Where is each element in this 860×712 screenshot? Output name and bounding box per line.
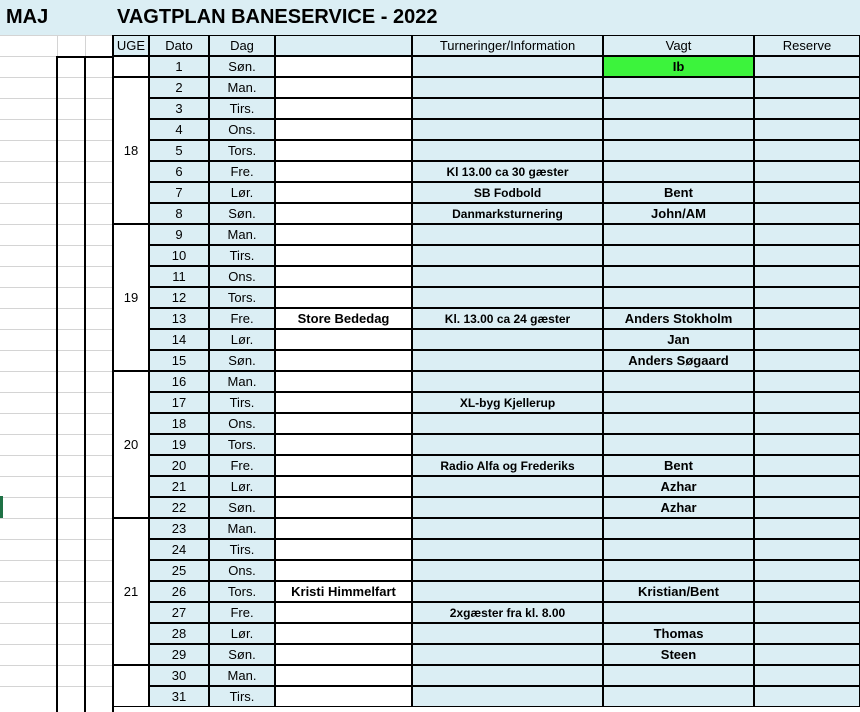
- info-cell[interactable]: Kl. 13.00 ca 24 gæster: [412, 308, 603, 329]
- duty-cell[interactable]: Bent: [603, 182, 754, 203]
- reserve-cell[interactable]: [754, 203, 860, 224]
- day-cell[interactable]: Tirs.: [209, 392, 275, 413]
- horizontal-border: [56, 56, 114, 58]
- reserve-cell[interactable]: [754, 161, 860, 182]
- date-cell[interactable]: 14: [149, 329, 209, 350]
- note-cell[interactable]: [275, 266, 412, 287]
- gridline: [85, 35, 86, 56]
- info-cell[interactable]: [412, 518, 603, 539]
- date-cell[interactable]: 4: [149, 119, 209, 140]
- day-cell[interactable]: Tirs.: [209, 245, 275, 266]
- duty-cell[interactable]: Thomas: [603, 623, 754, 644]
- day-cell[interactable]: Tors.: [209, 434, 275, 455]
- note-cell[interactable]: [275, 686, 412, 707]
- date-cell[interactable]: 1: [149, 56, 209, 77]
- info-cell[interactable]: [412, 266, 603, 287]
- week-number-cell[interactable]: [113, 665, 149, 707]
- note-cell[interactable]: [275, 560, 412, 581]
- duty-cell[interactable]: [603, 287, 754, 308]
- reserve-cell[interactable]: [754, 476, 860, 497]
- date-cell[interactable]: 30: [149, 665, 209, 686]
- reserve-cell[interactable]: [754, 308, 860, 329]
- reserve-cell[interactable]: [754, 224, 860, 245]
- reserve-cell[interactable]: [754, 623, 860, 644]
- reserve-cell[interactable]: [754, 350, 860, 371]
- date-cell[interactable]: 15: [149, 350, 209, 371]
- note-cell[interactable]: [275, 623, 412, 644]
- date-cell[interactable]: 18: [149, 413, 209, 434]
- note-cell[interactable]: [275, 455, 412, 476]
- reserve-cell[interactable]: [754, 182, 860, 203]
- date-cell[interactable]: 28: [149, 623, 209, 644]
- note-cell[interactable]: [275, 182, 412, 203]
- week-number-cell[interactable]: 18: [113, 77, 149, 224]
- date-cell[interactable]: 24: [149, 539, 209, 560]
- info-cell[interactable]: [412, 497, 603, 518]
- duty-cell[interactable]: [603, 266, 754, 287]
- note-cell[interactable]: [275, 476, 412, 497]
- day-cell[interactable]: Man.: [209, 224, 275, 245]
- day-cell[interactable]: Ons.: [209, 266, 275, 287]
- date-cell[interactable]: 6: [149, 161, 209, 182]
- duty-cell[interactable]: [603, 119, 754, 140]
- day-cell[interactable]: Fre.: [209, 455, 275, 476]
- info-cell[interactable]: [412, 560, 603, 581]
- date-cell[interactable]: 21: [149, 476, 209, 497]
- date-cell[interactable]: 8: [149, 203, 209, 224]
- date-cell[interactable]: 31: [149, 686, 209, 707]
- info-cell[interactable]: [412, 329, 603, 350]
- vertical-border: [56, 56, 58, 712]
- note-cell[interactable]: [275, 665, 412, 686]
- info-cell[interactable]: [412, 371, 603, 392]
- note-cell[interactable]: [275, 602, 412, 623]
- duty-cell[interactable]: Steen: [603, 644, 754, 665]
- duty-cell[interactable]: [603, 539, 754, 560]
- date-cell[interactable]: 13: [149, 308, 209, 329]
- reserve-cell[interactable]: [754, 119, 860, 140]
- duty-cell[interactable]: [603, 602, 754, 623]
- info-cell[interactable]: [412, 350, 603, 371]
- duty-cell[interactable]: Azhar: [603, 497, 754, 518]
- day-cell[interactable]: Lør.: [209, 476, 275, 497]
- info-cell[interactable]: [412, 98, 603, 119]
- info-cell[interactable]: [412, 434, 603, 455]
- reserve-cell[interactable]: [754, 98, 860, 119]
- date-cell[interactable]: 23: [149, 518, 209, 539]
- day-cell[interactable]: Man.: [209, 371, 275, 392]
- day-cell[interactable]: Man.: [209, 77, 275, 98]
- reserve-cell[interactable]: [754, 413, 860, 434]
- date-cell[interactable]: 2: [149, 77, 209, 98]
- date-cell[interactable]: 7: [149, 182, 209, 203]
- info-cell[interactable]: [412, 56, 603, 77]
- day-cell[interactable]: Ons.: [209, 560, 275, 581]
- reserve-cell[interactable]: [754, 560, 860, 581]
- day-cell[interactable]: Fre.: [209, 308, 275, 329]
- day-cell[interactable]: Fre.: [209, 602, 275, 623]
- note-cell[interactable]: [275, 77, 412, 98]
- date-cell[interactable]: 25: [149, 560, 209, 581]
- info-cell[interactable]: 2xgæster fra kl. 8.00: [412, 602, 603, 623]
- duty-cell[interactable]: Jan: [603, 329, 754, 350]
- info-cell[interactable]: Kl 13.00 ca 30 gæster: [412, 161, 603, 182]
- day-cell[interactable]: Ons.: [209, 119, 275, 140]
- duty-cell[interactable]: [603, 392, 754, 413]
- vertical-border: [112, 56, 114, 712]
- info-cell[interactable]: [412, 245, 603, 266]
- date-cell[interactable]: 3: [149, 98, 209, 119]
- vertical-border: [112, 35, 113, 56]
- duty-cell[interactable]: [603, 77, 754, 98]
- day-cell[interactable]: Lør.: [209, 182, 275, 203]
- date-cell[interactable]: 5: [149, 140, 209, 161]
- duty-cell[interactable]: [603, 140, 754, 161]
- col-header-week[interactable]: UGE: [113, 35, 149, 56]
- note-cell[interactable]: [275, 350, 412, 371]
- day-cell[interactable]: Tirs.: [209, 686, 275, 707]
- date-cell[interactable]: 16: [149, 371, 209, 392]
- duty-cell[interactable]: [603, 686, 754, 707]
- duty-cell[interactable]: [603, 224, 754, 245]
- reserve-cell[interactable]: [754, 245, 860, 266]
- duty-cell[interactable]: Azhar: [603, 476, 754, 497]
- note-cell[interactable]: [275, 245, 412, 266]
- day-cell[interactable]: Tors.: [209, 287, 275, 308]
- note-cell[interactable]: [275, 497, 412, 518]
- reserve-cell[interactable]: [754, 455, 860, 476]
- duty-cell[interactable]: [603, 161, 754, 182]
- reserve-cell[interactable]: [754, 539, 860, 560]
- info-cell[interactable]: Radio Alfa og Frederiks: [412, 455, 603, 476]
- info-cell[interactable]: [412, 119, 603, 140]
- duty-cell[interactable]: Kristian/Bent: [603, 581, 754, 602]
- week-number-cell[interactable]: 19: [113, 224, 149, 371]
- info-cell[interactable]: [412, 623, 603, 644]
- col-header-date[interactable]: Dato: [149, 35, 209, 56]
- note-cell[interactable]: [275, 539, 412, 560]
- reserve-cell[interactable]: [754, 686, 860, 707]
- duty-cell[interactable]: [603, 371, 754, 392]
- day-cell[interactable]: Man.: [209, 518, 275, 539]
- reserve-cell[interactable]: [754, 329, 860, 350]
- day-cell[interactable]: Man.: [209, 665, 275, 686]
- col-header-reserve[interactable]: Reserve: [754, 35, 860, 56]
- day-cell[interactable]: Tirs.: [209, 539, 275, 560]
- day-cell[interactable]: Søn.: [209, 56, 275, 77]
- reserve-cell[interactable]: [754, 371, 860, 392]
- gridline: [57, 35, 58, 56]
- duty-cell[interactable]: [603, 434, 754, 455]
- duty-cell[interactable]: Bent: [603, 455, 754, 476]
- date-cell[interactable]: 10: [149, 245, 209, 266]
- note-cell[interactable]: [275, 140, 412, 161]
- date-cell[interactable]: 19: [149, 434, 209, 455]
- info-cell[interactable]: Danmarksturnering: [412, 203, 603, 224]
- duty-cell[interactable]: Ib: [603, 56, 754, 77]
- selection-marker: [0, 496, 3, 518]
- info-cell[interactable]: [412, 224, 603, 245]
- reserve-cell[interactable]: [754, 56, 860, 77]
- reserve-cell[interactable]: [754, 140, 860, 161]
- info-cell[interactable]: [412, 644, 603, 665]
- day-cell[interactable]: Tors.: [209, 581, 275, 602]
- duty-cell[interactable]: Anders Stokholm: [603, 308, 754, 329]
- date-cell[interactable]: 11: [149, 266, 209, 287]
- note-cell[interactable]: Kristi Himmelfart: [275, 581, 412, 602]
- col-header-day[interactable]: Dag: [209, 35, 275, 56]
- info-cell[interactable]: [412, 665, 603, 686]
- week-number-cell[interactable]: [113, 56, 149, 77]
- note-cell[interactable]: [275, 56, 412, 77]
- info-cell[interactable]: [412, 581, 603, 602]
- note-cell[interactable]: Store Bededag: [275, 308, 412, 329]
- note-cell[interactable]: [275, 392, 412, 413]
- date-cell[interactable]: 22: [149, 497, 209, 518]
- duty-cell[interactable]: John/AM: [603, 203, 754, 224]
- note-cell[interactable]: [275, 98, 412, 119]
- month-label: MAJ: [6, 5, 49, 28]
- info-cell[interactable]: [412, 686, 603, 707]
- info-cell[interactable]: [412, 413, 603, 434]
- week-number-cell[interactable]: 21: [113, 518, 149, 665]
- col-header-duty[interactable]: Vagt: [603, 35, 754, 56]
- day-cell[interactable]: Søn.: [209, 497, 275, 518]
- col-header-info[interactable]: Turneringer/Information: [412, 35, 603, 56]
- duty-cell[interactable]: [603, 98, 754, 119]
- page-title: VAGTPLAN BANESERVICE - 2022: [117, 5, 438, 28]
- info-cell[interactable]: [412, 77, 603, 98]
- note-cell[interactable]: [275, 287, 412, 308]
- note-cell[interactable]: [275, 434, 412, 455]
- vertical-border: [84, 56, 86, 712]
- date-cell[interactable]: 9: [149, 224, 209, 245]
- day-cell[interactable]: Søn.: [209, 644, 275, 665]
- info-cell[interactable]: [412, 539, 603, 560]
- day-cell[interactable]: Fre.: [209, 161, 275, 182]
- duty-cell[interactable]: [603, 665, 754, 686]
- info-cell[interactable]: [412, 140, 603, 161]
- info-cell[interactable]: [412, 287, 603, 308]
- col-header-note[interactable]: [275, 35, 412, 56]
- day-cell[interactable]: Søn.: [209, 203, 275, 224]
- reserve-cell[interactable]: [754, 665, 860, 686]
- week-number-cell[interactable]: 20: [113, 371, 149, 518]
- note-cell[interactable]: [275, 518, 412, 539]
- date-cell[interactable]: 27: [149, 602, 209, 623]
- duty-cell[interactable]: [603, 518, 754, 539]
- reserve-cell[interactable]: [754, 602, 860, 623]
- date-cell[interactable]: 17: [149, 392, 209, 413]
- reserve-cell[interactable]: [754, 581, 860, 602]
- duty-cell[interactable]: [603, 245, 754, 266]
- day-cell[interactable]: Lør.: [209, 623, 275, 644]
- note-cell[interactable]: [275, 413, 412, 434]
- date-cell[interactable]: 26: [149, 581, 209, 602]
- note-cell[interactable]: [275, 644, 412, 665]
- reserve-cell[interactable]: [754, 518, 860, 539]
- reserve-cell[interactable]: [754, 644, 860, 665]
- date-cell[interactable]: 12: [149, 287, 209, 308]
- info-cell[interactable]: [412, 476, 603, 497]
- day-cell[interactable]: Lør.: [209, 329, 275, 350]
- date-cell[interactable]: 20: [149, 455, 209, 476]
- day-cell[interactable]: Søn.: [209, 350, 275, 371]
- reserve-cell[interactable]: [754, 392, 860, 413]
- day-cell[interactable]: Tirs.: [209, 98, 275, 119]
- day-cell[interactable]: Tors.: [209, 140, 275, 161]
- note-cell[interactable]: [275, 161, 412, 182]
- duty-cell[interactable]: Anders Søgaard: [603, 350, 754, 371]
- duty-cell[interactable]: [603, 560, 754, 581]
- note-cell[interactable]: [275, 329, 412, 350]
- note-cell[interactable]: [275, 119, 412, 140]
- reserve-cell[interactable]: [754, 287, 860, 308]
- note-cell[interactable]: [275, 203, 412, 224]
- reserve-cell[interactable]: [754, 266, 860, 287]
- date-cell[interactable]: 29: [149, 644, 209, 665]
- note-cell[interactable]: [275, 224, 412, 245]
- duty-cell[interactable]: [603, 413, 754, 434]
- day-cell[interactable]: Ons.: [209, 413, 275, 434]
- reserve-cell[interactable]: [754, 434, 860, 455]
- info-cell[interactable]: XL-byg Kjellerup: [412, 392, 603, 413]
- info-cell[interactable]: SB Fodbold: [412, 182, 603, 203]
- reserve-cell[interactable]: [754, 497, 860, 518]
- reserve-cell[interactable]: [754, 77, 860, 98]
- note-cell[interactable]: [275, 371, 412, 392]
